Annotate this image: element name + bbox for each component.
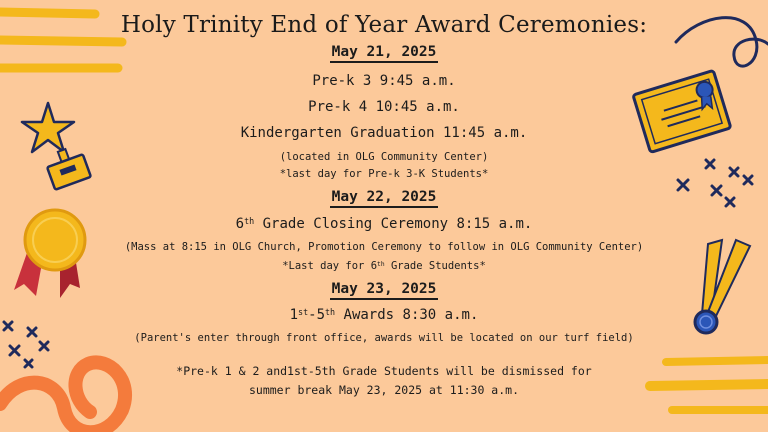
event-prek3: Pre-k 3 9:45 a.m. (312, 73, 456, 89)
event-6th-grade: 6th Grade Closing Ceremony 8:15 a.m. (235, 216, 533, 232)
event-prek4: Pre-k 4 10:45 a.m. (308, 99, 460, 115)
last-day-note-prek: *last day for Pre-k 3-K Students* (279, 168, 489, 180)
last-day-note-6th: *Last day for 6th Grade Students* (282, 260, 486, 272)
location-note: (located in OLG Community Center) (279, 151, 489, 163)
date-heading-may-21: May 21, 2025 (0, 44, 768, 60)
date-heading-may-22: May 22, 2025 (0, 189, 768, 205)
event-awards: 1st-5th Awards 8:30 a.m. (289, 307, 479, 323)
parent-note: (Parent's enter through front office, awards will be located on our turf field) (134, 332, 634, 344)
event-kindergarten: Kindergarten Graduation 11:45 a.m. (240, 125, 528, 141)
page-title: Holy Trinity End of Year Award Ceremonies: (120, 12, 648, 38)
mass-note: (Mass at 8:15 in OLG Church, Promotion Ceremony to follow in OLG Community Center) (124, 241, 644, 253)
date-heading-may-23: May 23, 2025 (0, 281, 768, 297)
dismissal-note-line2: summer break May 23, 2025 at 11:30 a.m. (248, 383, 520, 397)
dismissal-note-line1: *Pre-k 1 & 2 and1st-5th Grade Students will be dismissed for (176, 364, 592, 378)
